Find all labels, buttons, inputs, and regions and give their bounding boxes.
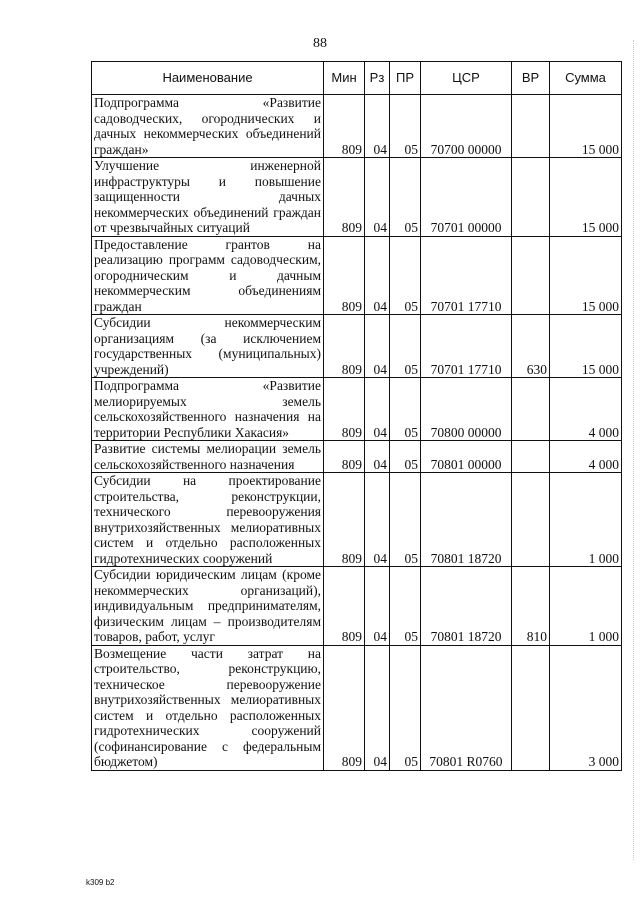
row-name: Подпрограмма «Развитие мелиорируемых земель сельскохозяйственного назначения на территории Республики Хакасия»	[92, 378, 324, 441]
row-csr: 70701 00000	[421, 158, 512, 237]
header-csr: ЦСР	[421, 62, 512, 95]
row-csr: 70801 00000	[421, 441, 512, 473]
row-min: 809	[324, 645, 365, 770]
row-sum: 1 000	[550, 567, 622, 646]
row-name: Возмещение части затрат на строительство, реконструкцию, техническое перевооружение внутрихозяйственных мелиоративных систем и отдельно расположенных гидротехнических сооружений (софинансирование с федеральным бюджетом)	[92, 645, 324, 770]
page-number: 88	[313, 36, 327, 51]
table-row	[92, 378, 622, 441]
row-pr: 05	[390, 95, 421, 158]
budget-table	[91, 61, 622, 771]
header-min: Мин	[324, 62, 365, 95]
row-vr	[512, 645, 550, 770]
row-pr: 05	[390, 315, 421, 378]
row-csr: 70701 17710	[421, 236, 512, 315]
row-vr	[512, 441, 550, 473]
row-pr: 05	[390, 236, 421, 315]
table-row	[92, 95, 622, 158]
header-row	[92, 62, 622, 95]
row-csr: 70701 17710	[421, 315, 512, 378]
row-min: 809	[324, 158, 365, 237]
row-min: 809	[324, 95, 365, 158]
row-pr: 05	[390, 441, 421, 473]
row-name: Подпрограмма «Развитие садоводческих, огороднических и дачных некоммерческих объединений граждан»	[92, 95, 324, 158]
row-min: 809	[324, 315, 365, 378]
row-pr: 05	[390, 567, 421, 646]
row-csr: 70801 18720	[421, 473, 512, 567]
row-vr	[512, 95, 550, 158]
row-csr: 70800 00000	[421, 378, 512, 441]
row-rz: 04	[365, 236, 390, 315]
row-min: 809	[324, 378, 365, 441]
row-pr: 05	[390, 378, 421, 441]
row-name: Улучшение инженерной инфраструктуры и повышение защищенности дачных некоммерческих объединений граждан от чрезвычайных ситуаций	[92, 158, 324, 237]
row-rz: 04	[365, 158, 390, 237]
header-pr: ПР	[390, 62, 421, 95]
row-vr	[512, 158, 550, 237]
header-name: Наименование	[92, 62, 324, 95]
table-row	[92, 567, 622, 646]
row-name: Субсидии на проектирование строительства, реконструкции, технического перевооружения внутрихозяйственных мелиоративных систем и отдельно расположенных гидротехнических сооружений	[92, 473, 324, 567]
row-vr	[512, 378, 550, 441]
row-pr: 05	[390, 158, 421, 237]
row-sum: 15 000	[550, 158, 622, 237]
row-rz: 04	[365, 473, 390, 567]
header-vr: ВР	[512, 62, 550, 95]
row-vr: 630	[512, 315, 550, 378]
scan-edge-line	[632, 40, 634, 860]
table-row	[92, 645, 622, 770]
row-csr: 70700 00000	[421, 95, 512, 158]
row-sum: 4 000	[550, 378, 622, 441]
row-name: Предоставление грантов на реализацию программ садоводческим, огородническим и дачным некоммерческим объединениям граждан	[92, 236, 324, 315]
row-sum: 15 000	[550, 315, 622, 378]
table-row	[92, 473, 622, 567]
row-rz: 04	[365, 315, 390, 378]
row-rz: 04	[365, 95, 390, 158]
row-sum: 4 000	[550, 441, 622, 473]
row-rz: 04	[365, 645, 390, 770]
row-name: Субсидии некоммерческим организациям (за исключением государственных (муниципальных) учреждений)	[92, 315, 324, 378]
table-row	[92, 158, 622, 237]
row-csr: 70801 R0760	[421, 645, 512, 770]
row-sum: 15 000	[550, 95, 622, 158]
row-min: 809	[324, 567, 365, 646]
row-pr: 05	[390, 473, 421, 567]
row-vr	[512, 473, 550, 567]
header-sum: Сумма	[550, 62, 622, 95]
row-sum: 1 000	[550, 473, 622, 567]
row-min: 809	[324, 441, 365, 473]
header-rz: Рз	[365, 62, 390, 95]
table-body	[92, 95, 622, 771]
table-row	[92, 236, 622, 315]
footer-code: k309 b2	[86, 878, 115, 887]
table-row	[92, 315, 622, 378]
row-vr: 810	[512, 567, 550, 646]
row-rz: 04	[365, 567, 390, 646]
row-rz: 04	[365, 441, 390, 473]
row-pr: 05	[390, 645, 421, 770]
row-min: 809	[324, 236, 365, 315]
row-name: Субсидии юридическим лицам (кроме некоммерческих организаций), индивидуальным предпринимателям, физическим лицам – производителям товаров, работ, услуг	[92, 567, 324, 646]
row-sum: 3 000	[550, 645, 622, 770]
table-header	[92, 62, 622, 95]
row-name: Развитие системы мелиорации земель сельскохозяйственного назначения	[92, 441, 324, 473]
row-min: 809	[324, 473, 365, 567]
row-vr	[512, 236, 550, 315]
row-csr: 70801 18720	[421, 567, 512, 646]
table-row	[92, 441, 622, 473]
row-rz: 04	[365, 378, 390, 441]
row-sum: 15 000	[550, 236, 622, 315]
